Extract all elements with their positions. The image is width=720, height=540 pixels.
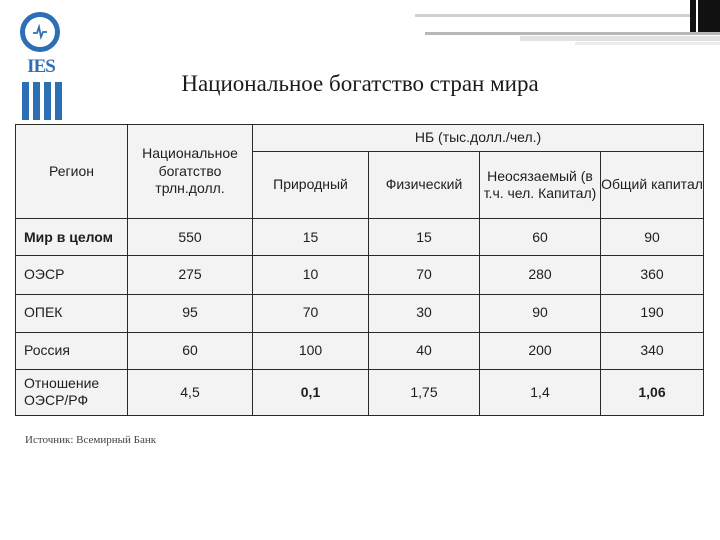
table-row bbox=[16, 294, 704, 332]
cell: 70 bbox=[253, 294, 369, 332]
table-row bbox=[16, 369, 704, 415]
decorative-line bbox=[415, 14, 720, 17]
table-row bbox=[16, 256, 704, 294]
cell: 280 bbox=[480, 256, 601, 294]
cell: 275 bbox=[128, 256, 253, 294]
cell: 0,1 bbox=[253, 369, 369, 415]
logo-emblem-icon bbox=[20, 12, 60, 52]
row-label: Отношение ОЭСР/РФ bbox=[16, 369, 128, 415]
cell: 10 bbox=[253, 256, 369, 294]
page-title: Национальное богатство стран мира bbox=[181, 71, 539, 96]
table-row bbox=[16, 332, 704, 369]
cell: 40 bbox=[369, 332, 480, 369]
logo-text: IES bbox=[27, 56, 55, 77]
decorative-line bbox=[575, 42, 720, 45]
cell: 360 bbox=[601, 256, 704, 294]
decorative-line bbox=[520, 36, 720, 41]
header-national-wealth: Национальное богатство трлн.долл. bbox=[128, 125, 253, 219]
header-intangible: Неосязаемый (в т.ч. чел. Капитал) bbox=[480, 152, 601, 219]
cell: 90 bbox=[480, 294, 601, 332]
row-label: Мир в целом bbox=[16, 219, 128, 256]
cell: 60 bbox=[128, 332, 253, 369]
header-physical: Физический bbox=[369, 152, 480, 219]
cell: 200 bbox=[480, 332, 601, 369]
cell: 1,4 bbox=[480, 369, 601, 415]
cell: 90 bbox=[601, 219, 704, 256]
cell: 100 bbox=[253, 332, 369, 369]
cell: 1,06 bbox=[601, 369, 704, 415]
cell: 190 bbox=[601, 294, 704, 332]
header-total-capital: Общий капитал bbox=[601, 152, 704, 219]
decorative-line bbox=[425, 32, 720, 35]
decorative-corner bbox=[690, 0, 720, 32]
cell: 550 bbox=[128, 219, 253, 256]
cell: 30 bbox=[369, 294, 480, 332]
header-region: Регион bbox=[16, 125, 128, 219]
header-group: НБ (тыс.долл./чел.) bbox=[253, 125, 704, 152]
row-label: ОПЕК bbox=[16, 294, 128, 332]
source-note: Источник: Всемирный Банк bbox=[25, 434, 157, 446]
cell: 1,75 bbox=[369, 369, 480, 415]
wealth-table bbox=[15, 124, 704, 416]
row-label: Россия bbox=[16, 332, 128, 369]
header-natural: Природный bbox=[253, 152, 369, 219]
table-row bbox=[16, 219, 704, 256]
cell: 15 bbox=[369, 219, 480, 256]
cell: 340 bbox=[601, 332, 704, 369]
cell: 15 bbox=[253, 219, 369, 256]
cell: 4,5 bbox=[128, 369, 253, 415]
row-label: ОЭСР bbox=[16, 256, 128, 294]
cell: 70 bbox=[369, 256, 480, 294]
cell: 95 bbox=[128, 294, 253, 332]
cell: 60 bbox=[480, 219, 601, 256]
